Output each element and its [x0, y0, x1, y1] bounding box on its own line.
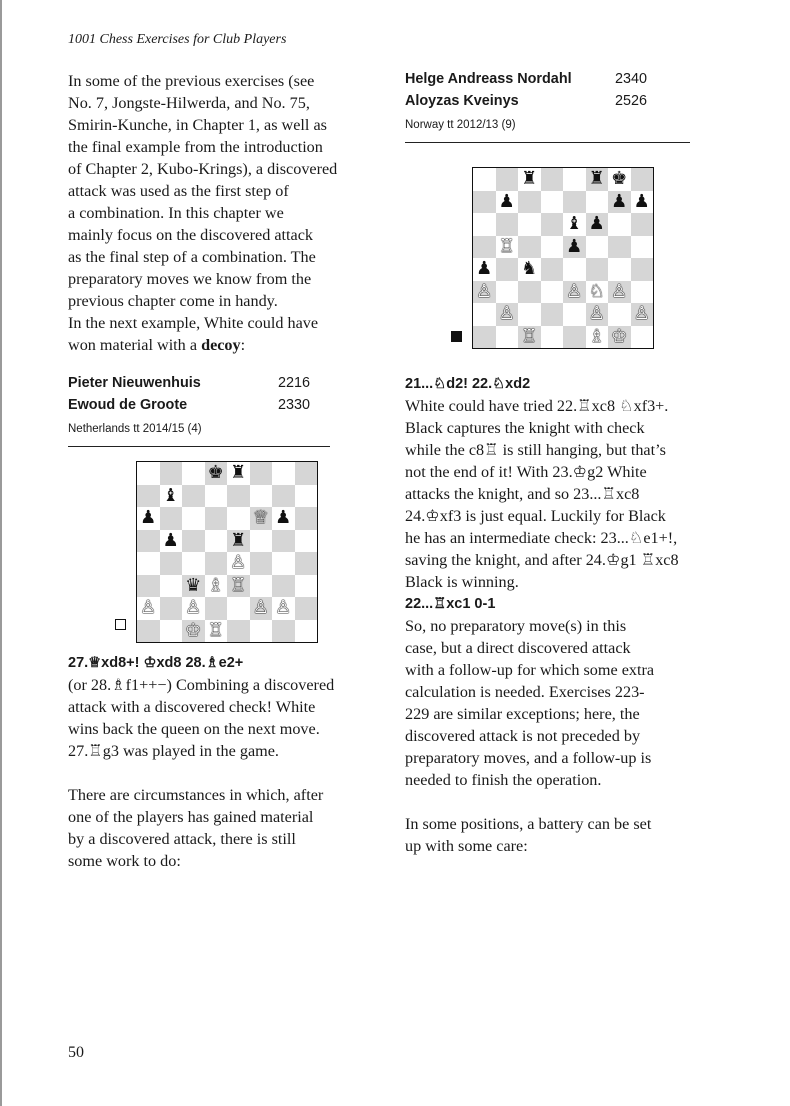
- white-player-row: [405, 68, 690, 90]
- board-square: [586, 191, 609, 214]
- white-pawn-icon: ♙: [252, 597, 269, 619]
- board-square: [586, 258, 609, 281]
- board-square-occupied: [518, 258, 541, 281]
- board-square: [473, 213, 496, 236]
- left-column: [68, 70, 388, 356]
- board-square-occupied: [250, 597, 273, 620]
- board-square-occupied: [563, 213, 586, 236]
- board-square-occupied: [227, 552, 250, 575]
- outro-line: There are circumstances in which, after: [68, 786, 324, 804]
- board-square-occupied: [631, 191, 654, 214]
- note-line: Black is winning.: [405, 573, 519, 591]
- white-king-icon: ♔: [185, 619, 202, 641]
- outro-line: one of the players has gained material: [68, 808, 314, 826]
- black-player-elo: 2526: [615, 93, 648, 109]
- black-bishop-icon: ♝: [566, 213, 583, 235]
- right-solution: [405, 373, 725, 857]
- white-rook-icon: ♖: [498, 235, 515, 257]
- note-line: Black captures the knight with check: [405, 419, 645, 437]
- board-square-occupied: [608, 191, 631, 214]
- note-line: preparatory moves, and a follow-up is: [405, 749, 652, 767]
- white-player-name: Pieter Nieuwenhuis: [68, 375, 201, 391]
- black-pawn-icon: ♟: [140, 507, 157, 529]
- intro-line: as the final step of a combination. The: [68, 248, 316, 266]
- board-square: [227, 620, 250, 643]
- paragraph-gap: [68, 762, 388, 784]
- board-square: [250, 530, 273, 553]
- white-player-name: Helge Andreass Nordahl: [405, 71, 572, 87]
- decoy-term: decoy: [201, 336, 241, 354]
- black-pawn-icon: ♟: [633, 190, 650, 212]
- white-pawn-icon: ♙: [185, 597, 202, 619]
- board-square-occupied: [205, 462, 228, 485]
- board-square: [160, 462, 183, 485]
- board-square: [631, 258, 654, 281]
- white-pawn-icon: ♙: [476, 280, 493, 302]
- board-square: [631, 236, 654, 259]
- black-player-name: Ewoud de Groote: [68, 397, 188, 413]
- board-square-occupied: [608, 168, 631, 191]
- board-square: [518, 303, 541, 326]
- note-line: not the end of it! With 23.♔g2 White: [405, 463, 647, 481]
- outro-line: In some positions, a battery can be set: [405, 815, 652, 833]
- board-square: [541, 281, 564, 304]
- board-square-occupied: [586, 213, 609, 236]
- intro-line: of Chapter 2, Kubo-Krings), a discovered: [68, 160, 338, 178]
- intro-paragraph: [68, 70, 388, 356]
- board-square-occupied: [160, 530, 183, 553]
- board-square: [137, 552, 160, 575]
- board-square-occupied: [473, 258, 496, 281]
- board-square: [541, 326, 564, 349]
- board-square: [563, 168, 586, 191]
- board-square-occupied: [227, 462, 250, 485]
- intro-line: mainly focus on the discovered attack: [68, 226, 313, 244]
- board-square: [272, 530, 295, 553]
- note-line: discovered attack is not preceded by: [405, 727, 641, 745]
- board-square: [631, 281, 654, 304]
- board-square: [227, 507, 250, 530]
- white-player-row: [68, 372, 330, 394]
- board-square: [250, 552, 273, 575]
- board-square-occupied: [182, 575, 205, 598]
- board-square-occupied: [250, 507, 273, 530]
- board-square: [631, 213, 654, 236]
- black-king-icon: ♚: [611, 168, 628, 190]
- black-pawn-icon: ♟: [588, 213, 605, 235]
- white-pawn-icon: ♙: [566, 280, 583, 302]
- board-square: [518, 213, 541, 236]
- board-square: [295, 552, 318, 575]
- board-square: [160, 575, 183, 598]
- board-square-occupied: [182, 620, 205, 643]
- intro-line: the final example from the introduction: [68, 138, 323, 156]
- board-square: [473, 303, 496, 326]
- white-pawn-icon: ♙: [140, 597, 157, 619]
- board-square: [250, 485, 273, 508]
- page-number: 50: [68, 1044, 84, 1061]
- board-square: [182, 530, 205, 553]
- black-pawn-icon: ♟: [476, 258, 493, 280]
- white-to-move-icon: [115, 619, 126, 630]
- event-name: Norway tt 2012/13 (9): [405, 119, 516, 131]
- board-square-occupied: [586, 168, 609, 191]
- black-pawn-icon: ♟: [566, 235, 583, 257]
- board-square: [541, 191, 564, 214]
- board-square-occupied: [473, 281, 496, 304]
- intro-line: In the next example, White could have: [68, 314, 319, 332]
- board-square-occupied: [137, 507, 160, 530]
- board-square: [496, 258, 519, 281]
- header-rule: [68, 446, 330, 447]
- note-line: attack with a discovered check! White: [68, 698, 316, 716]
- note-line: while the c8♖ is still hanging, but that’s: [405, 441, 666, 459]
- board-square-occupied: [137, 597, 160, 620]
- board-square: [205, 552, 228, 575]
- note-line: attacks the knight, and so 23...♖xc8: [405, 485, 640, 503]
- white-queen-icon: ♕: [252, 507, 269, 529]
- board-square: [137, 462, 160, 485]
- intro-line: No. 7, Jongste-Hilwerda, and No. 75,: [68, 94, 310, 112]
- board-square: [541, 213, 564, 236]
- solution-moves: 27.♕xd8+! ♔xd8 28.♗e2+: [68, 655, 244, 671]
- white-rook-icon: ♖: [207, 619, 224, 641]
- black-player-row: [405, 90, 690, 112]
- board-square: [160, 552, 183, 575]
- solution-notes-2: [405, 615, 725, 857]
- board-square: [160, 507, 183, 530]
- solution-moves-2: 22...♖xc1 0-1: [405, 596, 496, 612]
- board-square: [295, 620, 318, 643]
- board-square-occupied: [586, 281, 609, 304]
- board-square: [473, 191, 496, 214]
- black-queen-icon: ♛: [185, 574, 202, 596]
- board-square: [608, 236, 631, 259]
- board-square: [473, 236, 496, 259]
- board-square: [496, 281, 519, 304]
- header-rule: [405, 142, 690, 143]
- board-square: [272, 552, 295, 575]
- black-player-elo: 2330: [278, 397, 311, 413]
- board-square: [137, 575, 160, 598]
- board-square: [182, 485, 205, 508]
- board-square-occupied: [227, 530, 250, 553]
- board-square-occupied: [160, 485, 183, 508]
- note-line: White could have tried 22.♖xc8 ♘xf3+.: [405, 397, 669, 415]
- intro-line: attack was used as the first step of: [68, 182, 289, 200]
- note-line: So, no preparatory move(s) in this: [405, 617, 627, 635]
- black-king-icon: ♚: [207, 462, 224, 484]
- board-square-occupied: [205, 620, 228, 643]
- board-square: [586, 236, 609, 259]
- outro-line: up with some care:: [405, 837, 528, 855]
- note-line: saving the knight, and after 24.♔g1 ♖xc8: [405, 551, 679, 569]
- board-square-occupied: [586, 326, 609, 349]
- board-square: [272, 485, 295, 508]
- intro-line: previous chapter come in handy.: [68, 292, 278, 310]
- board-square: [631, 168, 654, 191]
- white-king-icon: ♔: [611, 325, 628, 347]
- board-square-occupied: [608, 281, 631, 304]
- black-pawn-icon: ♟: [498, 190, 515, 212]
- black-pawn-icon: ♟: [275, 507, 292, 529]
- white-bishop-icon: ♗: [588, 325, 605, 347]
- intro-line-last: [68, 334, 388, 356]
- board-square: [295, 507, 318, 530]
- board-square: [182, 507, 205, 530]
- white-pawn-icon: ♙: [633, 303, 650, 325]
- solution-moves: 21...♘d2! 22.♘xd2: [405, 376, 531, 392]
- board-square: [541, 303, 564, 326]
- board-square: [496, 168, 519, 191]
- note-line: wins back the queen on the next move.: [68, 720, 320, 738]
- board-square: [227, 597, 250, 620]
- board-square: [205, 507, 228, 530]
- board-square-occupied: [272, 507, 295, 530]
- intro-line: In some of the previous exercises (see: [68, 72, 315, 90]
- board-square: [295, 462, 318, 485]
- board-square-occupied: [496, 236, 519, 259]
- note-line: calculation is needed. Exercises 223-: [405, 683, 645, 701]
- running-head: 1001 Chess Exercises for Club Players: [68, 32, 287, 47]
- intro-text: won material with a: [68, 336, 202, 354]
- white-pawn-icon: ♙: [498, 303, 515, 325]
- board-square-occupied: [608, 326, 631, 349]
- board-square: [563, 303, 586, 326]
- white-pawn-icon: ♙: [588, 303, 605, 325]
- board-square: [541, 236, 564, 259]
- page-edge: [0, 0, 2, 1106]
- board-square: [250, 462, 273, 485]
- board-square: [182, 462, 205, 485]
- board-square: [541, 258, 564, 281]
- intro-line: a combination. In this chapter we: [68, 204, 284, 222]
- board-square: [496, 326, 519, 349]
- board-square: [272, 462, 295, 485]
- note-line: he has an intermediate check: 23...♘e1+!,: [405, 529, 678, 547]
- board-square-occupied: [227, 575, 250, 598]
- board-square: [295, 530, 318, 553]
- note-line: needed to finish the operation.: [405, 771, 602, 789]
- right-game-header: [405, 68, 690, 143]
- board-square: [137, 530, 160, 553]
- left-game-header: [68, 372, 330, 447]
- black-bishop-icon: ♝: [162, 484, 179, 506]
- solution-notes: [68, 674, 388, 872]
- white-bishop-icon: ♗: [207, 574, 224, 596]
- note-line: 27.♖g3 was played in the game.: [68, 742, 279, 760]
- note-line: with a follow-up for which some extra: [405, 661, 655, 679]
- white-pawn-icon: ♙: [611, 280, 628, 302]
- black-rook-icon: ♜: [230, 462, 247, 484]
- black-rook-icon: ♜: [230, 529, 247, 551]
- black-pawn-icon: ♟: [611, 190, 628, 212]
- note-line: case, but a direct discovered attack: [405, 639, 631, 657]
- board-square-occupied: [496, 303, 519, 326]
- black-to-move-icon: [451, 331, 462, 342]
- board-square-occupied: [518, 326, 541, 349]
- black-rook-icon: ♜: [588, 168, 605, 190]
- outro-line: some work to do:: [68, 852, 181, 870]
- board-square-occupied: [586, 303, 609, 326]
- board-square: [250, 620, 273, 643]
- intro-line: preparatory moves we know from the: [68, 270, 312, 288]
- board-square-occupied: [496, 191, 519, 214]
- board-square: [227, 485, 250, 508]
- board-square: [272, 620, 295, 643]
- paragraph-gap: [405, 791, 725, 813]
- board-square: [205, 485, 228, 508]
- event-name: Netherlands tt 2014/15 (4): [68, 423, 202, 435]
- board-square: [250, 575, 273, 598]
- board-square: [160, 597, 183, 620]
- black-rook-icon: ♜: [521, 168, 538, 190]
- board-square-occupied: [205, 575, 228, 598]
- black-player-name: Aloyzas Kveinys: [405, 93, 519, 109]
- white-player-elo: 2216: [278, 375, 311, 391]
- intro-line: Smirin-Kunche, in Chapter 1, as well as: [68, 116, 327, 134]
- board-square: [295, 575, 318, 598]
- board-square: [205, 530, 228, 553]
- note-line: (or 28.♗f1++−) Combining a discovered: [68, 676, 335, 694]
- white-pawn-icon: ♙: [230, 552, 247, 574]
- note-line: 24.♔xf3 is just equal. Luckily for Black: [405, 507, 666, 525]
- board-square-occupied: [272, 597, 295, 620]
- board-square: [563, 258, 586, 281]
- board-square: [608, 213, 631, 236]
- board-square: [272, 575, 295, 598]
- board-square: [496, 213, 519, 236]
- chess-board-right: [472, 167, 654, 349]
- white-pawn-icon: ♙: [275, 597, 292, 619]
- black-knight-icon: ♞: [521, 258, 538, 280]
- left-solution: [68, 652, 388, 872]
- board-square: [518, 281, 541, 304]
- board-square: [473, 326, 496, 349]
- board-square-occupied: [518, 168, 541, 191]
- white-player-elo: 2340: [615, 71, 648, 87]
- board-square: [518, 236, 541, 259]
- black-player-row: [68, 394, 330, 416]
- board-square: [541, 168, 564, 191]
- board-square: [137, 620, 160, 643]
- outro-line: by a discovered attack, there is still: [68, 830, 296, 848]
- board-square-occupied: [182, 597, 205, 620]
- board-square: [631, 326, 654, 349]
- board-square-occupied: [563, 281, 586, 304]
- board-square: [563, 191, 586, 214]
- board-square: [137, 485, 160, 508]
- white-rook-icon: ♖: [521, 325, 538, 347]
- board-square: [182, 552, 205, 575]
- board-square: [295, 485, 318, 508]
- board-square: [518, 191, 541, 214]
- intro-colon: :: [240, 336, 246, 354]
- board-square: [473, 168, 496, 191]
- white-rook-icon: ♖: [230, 574, 247, 596]
- board-square: [608, 303, 631, 326]
- white-knight-icon: ♘: [588, 280, 605, 302]
- board-square: [205, 597, 228, 620]
- black-pawn-icon: ♟: [162, 529, 179, 551]
- solution-notes: [405, 395, 725, 593]
- chess-board-left: [136, 461, 318, 643]
- board-square-occupied: [563, 236, 586, 259]
- board-square: [160, 620, 183, 643]
- board-square-occupied: [631, 303, 654, 326]
- board-square: [295, 597, 318, 620]
- note-line: 229 are similar exceptions; here, the: [405, 705, 640, 723]
- board-square: [608, 258, 631, 281]
- board-square: [563, 326, 586, 349]
